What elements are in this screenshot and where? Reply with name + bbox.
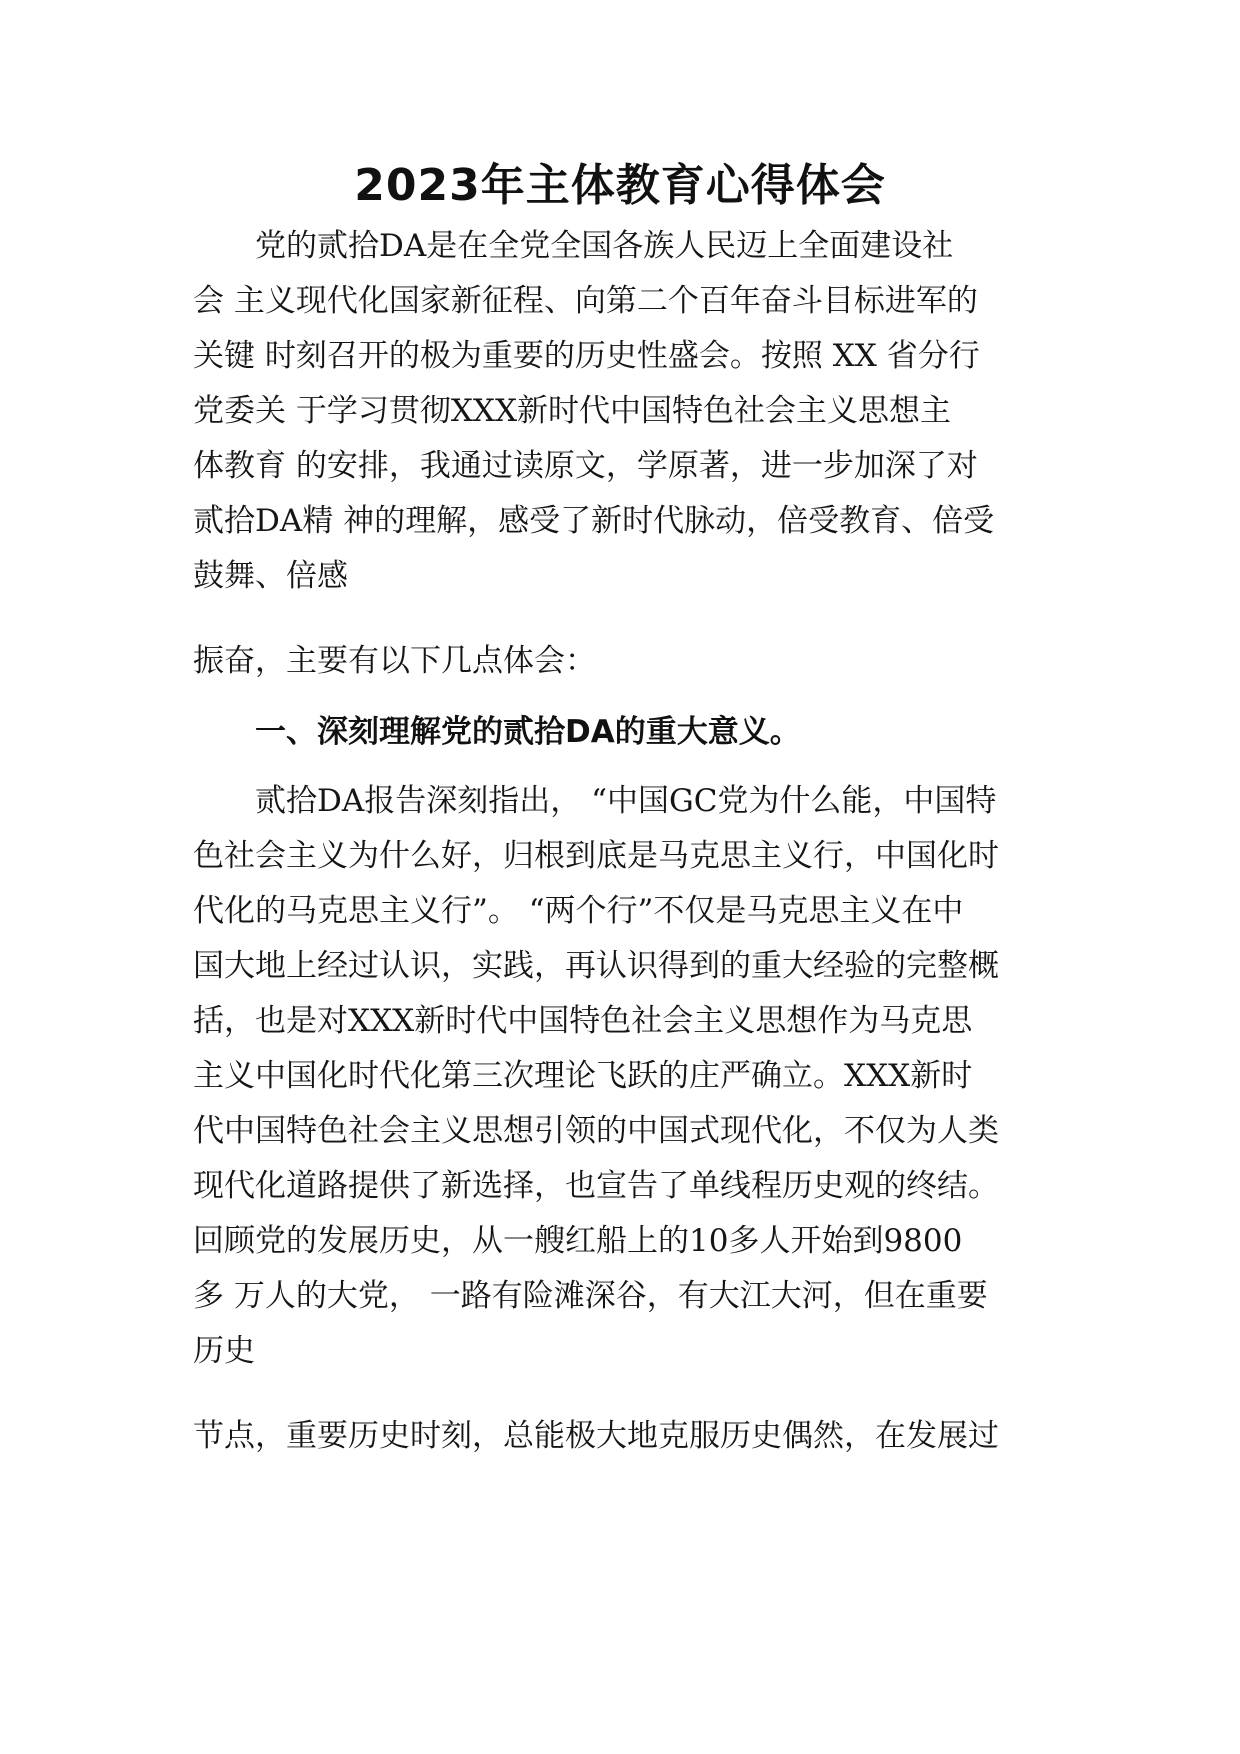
paragraph-line: 代化的马克思主义行”。 “两个行”不仅是马克思主义在中 [193, 893, 964, 929]
paragraph-line: 括，也是对XXX新时代中国特色社会主义思想作为马克思 [193, 1003, 973, 1039]
paragraph-line: 贰拾DA报告深刻指出， “中国GC党为什么能，中国特 [255, 783, 997, 819]
paragraph-line: 振奋，主要有以下几点体会： [193, 643, 596, 679]
paragraph-line: 节点，重要历史时刻，总能极大地克服历史偶然，在发展过 [193, 1418, 999, 1454]
document-title: 2023年主体教育心得体会 [354, 160, 886, 211]
paragraph-line: 色社会主义为什么好，归根到底是马克思主义行，中国化时 [193, 838, 999, 874]
paragraph-line: 党的贰拾DA是在全党全国各族人民迈上全面建设社 [255, 228, 954, 264]
paragraph-line: 体教育 的安排，我通过读原文，学原著，进一步加深了对 [193, 448, 978, 484]
paragraph-line: 主义中国化时代化第三次理论飞跃的庄严确立。XXX新时 [193, 1058, 973, 1094]
paragraph-line: 现代化道路提供了新选择，也宣告了单线程历史观的终结。 [193, 1168, 999, 1204]
paragraph-line: 回顾党的发展历史，从一艘红船上的10多人开始到9800 [193, 1223, 963, 1259]
paragraph-line: 党委关 于学习贯彻XXX新时代中国特色社会主义思想主 [193, 393, 952, 429]
paragraph-line: 多 万人的大党， 一路有险滩深谷，有大江大河，但在重要 [193, 1278, 988, 1314]
paragraph-line: 历史 [193, 1333, 255, 1369]
paragraph-line: 贰拾DA精 神的理解，感受了新时代脉动，倍受教育、倍受 [193, 503, 995, 539]
paragraph-line: 国大地上经过认识，实践，再认识得到的重大经验的完整概 [193, 948, 999, 984]
section-heading: 一、深刻理解党的贰拾DA的重大意义。 [255, 714, 801, 750]
paragraph-line: 会 主义现代化国家新征程、向第二个百年奋斗目标进军的 [193, 283, 978, 319]
paragraph-line: 关键 时刻召开的极为重要的历史性盛会。按照 XX 省分行 [193, 338, 980, 374]
paragraph-line: 鼓舞、倍感 [193, 558, 348, 594]
paragraph-line: 代中国特色社会主义思想引领的中国式现代化，不仅为人类 [193, 1113, 999, 1149]
